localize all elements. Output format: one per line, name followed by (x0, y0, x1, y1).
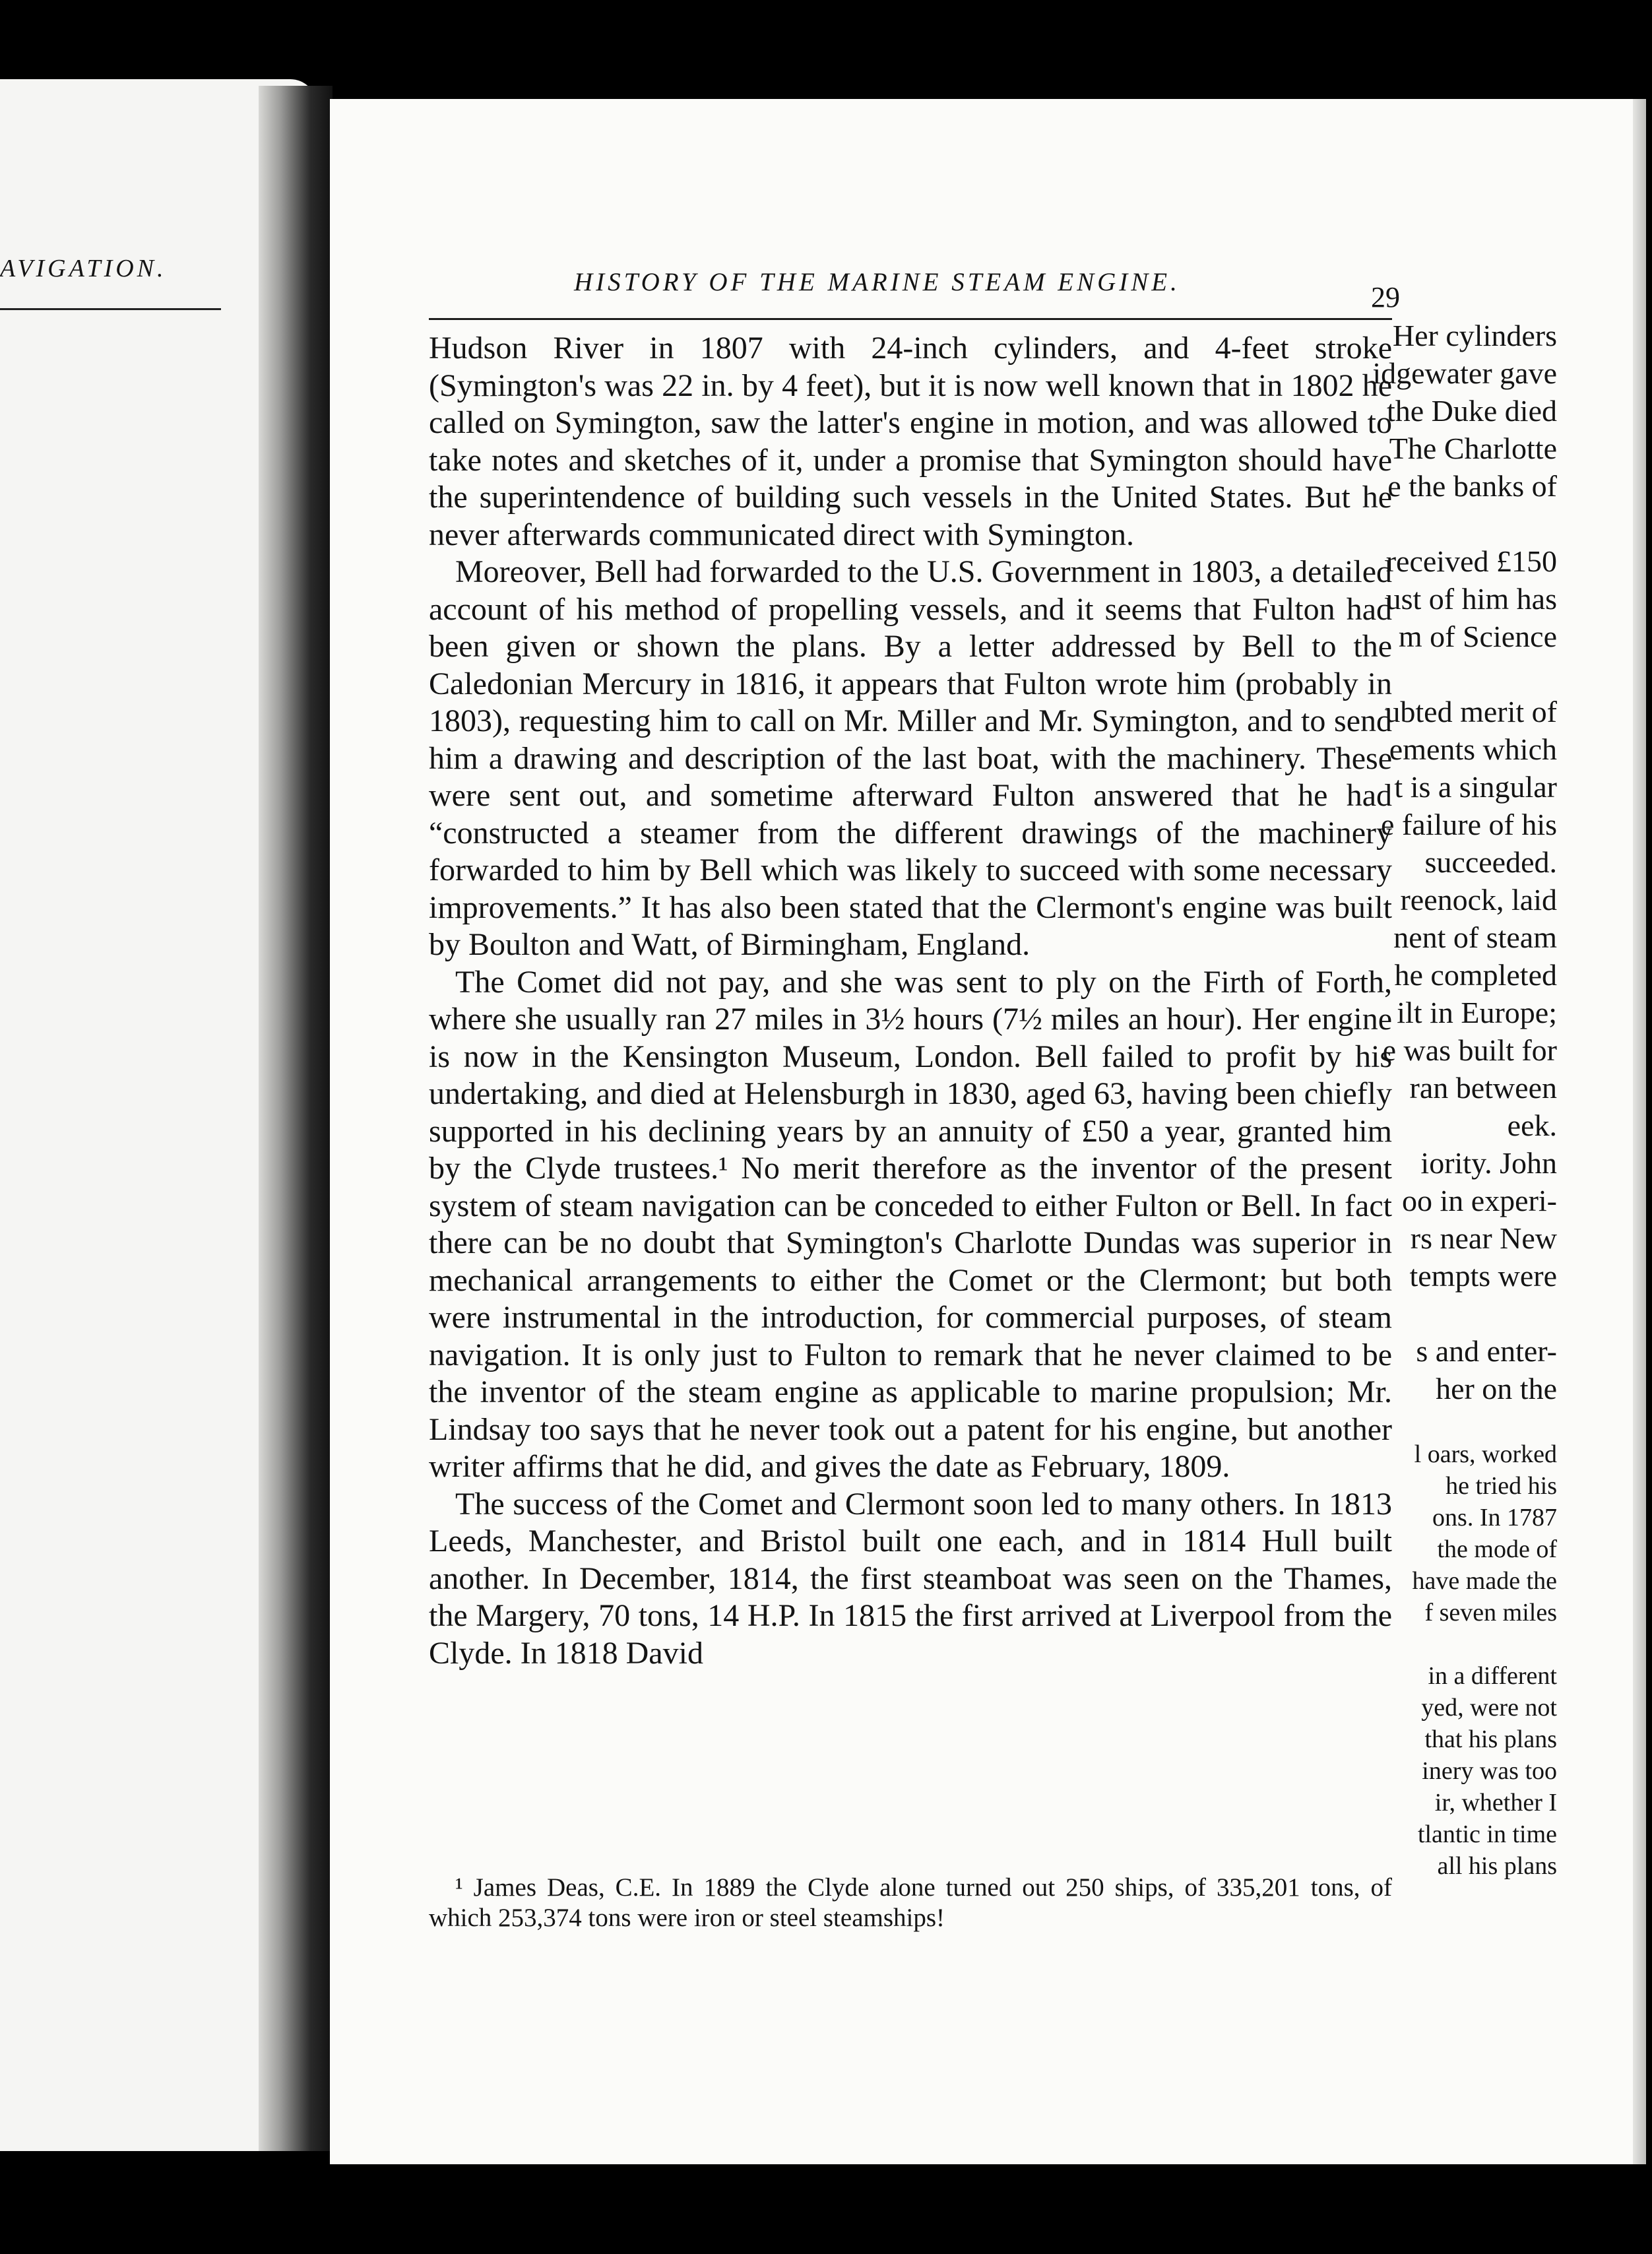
left-page-line: ons. In 1787 (1432, 1504, 1557, 1531)
left-page-line: received £150 (1385, 544, 1557, 578)
left-page-line: ubted merit of (1385, 695, 1557, 728)
running-header: HISTORY OF THE MARINE STEAM ENGINE. (574, 268, 1180, 296)
left-page-header: AVIGATION. (0, 255, 167, 282)
left-page-line: ir, whether I (1434, 1789, 1557, 1817)
left-page-line: he tried his (1446, 1472, 1557, 1500)
left-page-line: iority. John (1420, 1146, 1557, 1180)
left-page-line: eek. (1507, 1109, 1557, 1142)
left-page-line: f seven miles (1424, 1599, 1557, 1626)
footnote: ¹ James Deas, C.E. In 1889 the Clyde alone turned out 250 ships, of 335,201 tons, of which 253,374 tons were iron or steel steamships! (429, 1873, 1392, 1932)
paragraph: The Comet did not pay, and she was sent to ply on the Firth of Forth, where she usually ran 27 miles in 3½ hours (7½ miles an hour). Her engine is now in the Kensington Museum, London. Bell failed to profit by his undertaking, and died at Helensburgh in 1830, aged 63, having been chiefly supported in his declining years by an annuity of £50 a year, granted him by the Clyde trustees.¹ No merit therefore as the inventor of the present system of steam navigation can be conceded to either Fulton or Bell. In fact there can be no doubt that Symington's Charlotte Dundas was superior in mechanical arrangements to either the Comet or the Clermont; but both were instrumental in the introduction, for commercial purposes, of steam navigation. It is only just to Fulton to remark that he never claimed to be the inventor of the steam engine as applicable to marine propulsion; Mr. Lindsay too says that he never took out a patent for his engine, but another writer affirms that he did, and gives the date as February, 1809. (429, 964, 1392, 1484)
left-page-line: oo in experi- (1401, 1184, 1557, 1217)
left-header-rule (0, 308, 221, 310)
left-page-line: tlantic in time (1417, 1820, 1557, 1848)
left-page-line: tempts were (1409, 1259, 1557, 1293)
paragraph: Moreover, Bell had forwarded to the U.S. Government in 1803, a detailed account of his method of propelling vessels, and it seems that Fulton had been given or shown the plans. By a letter addressed by Bell to the Caledonian Mercury in 1816, it appears that Fulton wrote him (probably in 1803), requesting him to call on Mr. Miller and Mr. Symington, and to send him a drawing and description of the last boat, with the machinery. These were sent out, and sometime afterward Fulton answered that he had “constructed a steamer from the different drawings of the machinery forwarded to him by Bell which was likely to succeed with some necessary improvements.” It has also been stated that the Clermont's engine was built by Boulton and Watt, of Birmingham, England. (429, 554, 1392, 962)
left-page-line: l oars, worked (1414, 1440, 1557, 1468)
left-page-line: the mode of (1437, 1535, 1557, 1563)
left-page-line: ilt in Europe; (1397, 996, 1557, 1029)
left-page-line: that his plans (1424, 1725, 1557, 1753)
page-number: 29 (1371, 281, 1400, 313)
paragraph: The success of the Comet and Clermont soon led to many others. In 1813 Leeds, Manchester, and Bristol built one each, and in 1814 Hull built another. In December, 1814, the first steamboat was seen on the Thames, the Margery, 70 tons, 14 H.P. In 1815 the first arrived at Liverpool from the Clyde. In 1818 David (429, 1486, 1392, 1671)
left-page-line: ran between (1409, 1071, 1557, 1105)
left-page-line: he completed (1394, 958, 1557, 992)
header-rule (429, 318, 1392, 320)
left-page-line: the Duke died (1386, 394, 1557, 428)
left-page-line: all his plans (1437, 1852, 1557, 1880)
left-page-line: her on the (1436, 1372, 1557, 1405)
left-page-line: The Charlotte (1389, 432, 1557, 465)
left-page-line: e the banks of (1387, 469, 1557, 503)
left-page-line: have made the (1412, 1567, 1557, 1595)
left-page-line: reenock, laid (1400, 883, 1557, 917)
left-page-line: ust of him has (1385, 582, 1557, 616)
left-page-line: idgewater gave (1372, 356, 1557, 390)
left-page-line: t is a singular (1394, 770, 1557, 804)
left-page-line: ements which (1389, 732, 1557, 766)
left-page-line: yed, were not (1421, 1694, 1557, 1722)
left-page-line: rs near New (1410, 1221, 1557, 1255)
left-page-line: m of Science (1398, 620, 1557, 653)
page-edge (1633, 99, 1646, 2164)
body-text (429, 330, 1392, 1672)
left-page-line: e was built for (1382, 1033, 1557, 1067)
left-page-line: s and enter- (1416, 1334, 1557, 1368)
paragraph: Hudson River in 1807 with 24-inch cylinders, and 4-feet stroke (Symington's was 22 in. by 4 feet), but it is now well known that in 1802 he called on Symington, saw the latter's engine in motion, and was allowed to take notes and sketches of it, under a promise that Symington should have the superintendence of building such vessels in the United States. But he never afterwards communicated direct with Symington. (429, 331, 1392, 552)
left-page-line: inery was too (1422, 1757, 1557, 1785)
book-gutter (259, 86, 333, 2151)
left-page-line: e failure of his (1381, 808, 1557, 841)
left-page-line: nent of steam (1393, 920, 1557, 954)
left-page-line: succeeded. (1424, 845, 1557, 879)
left-page-line: Her cylinders (1392, 319, 1557, 352)
left-page-line: in a different (1428, 1662, 1557, 1690)
